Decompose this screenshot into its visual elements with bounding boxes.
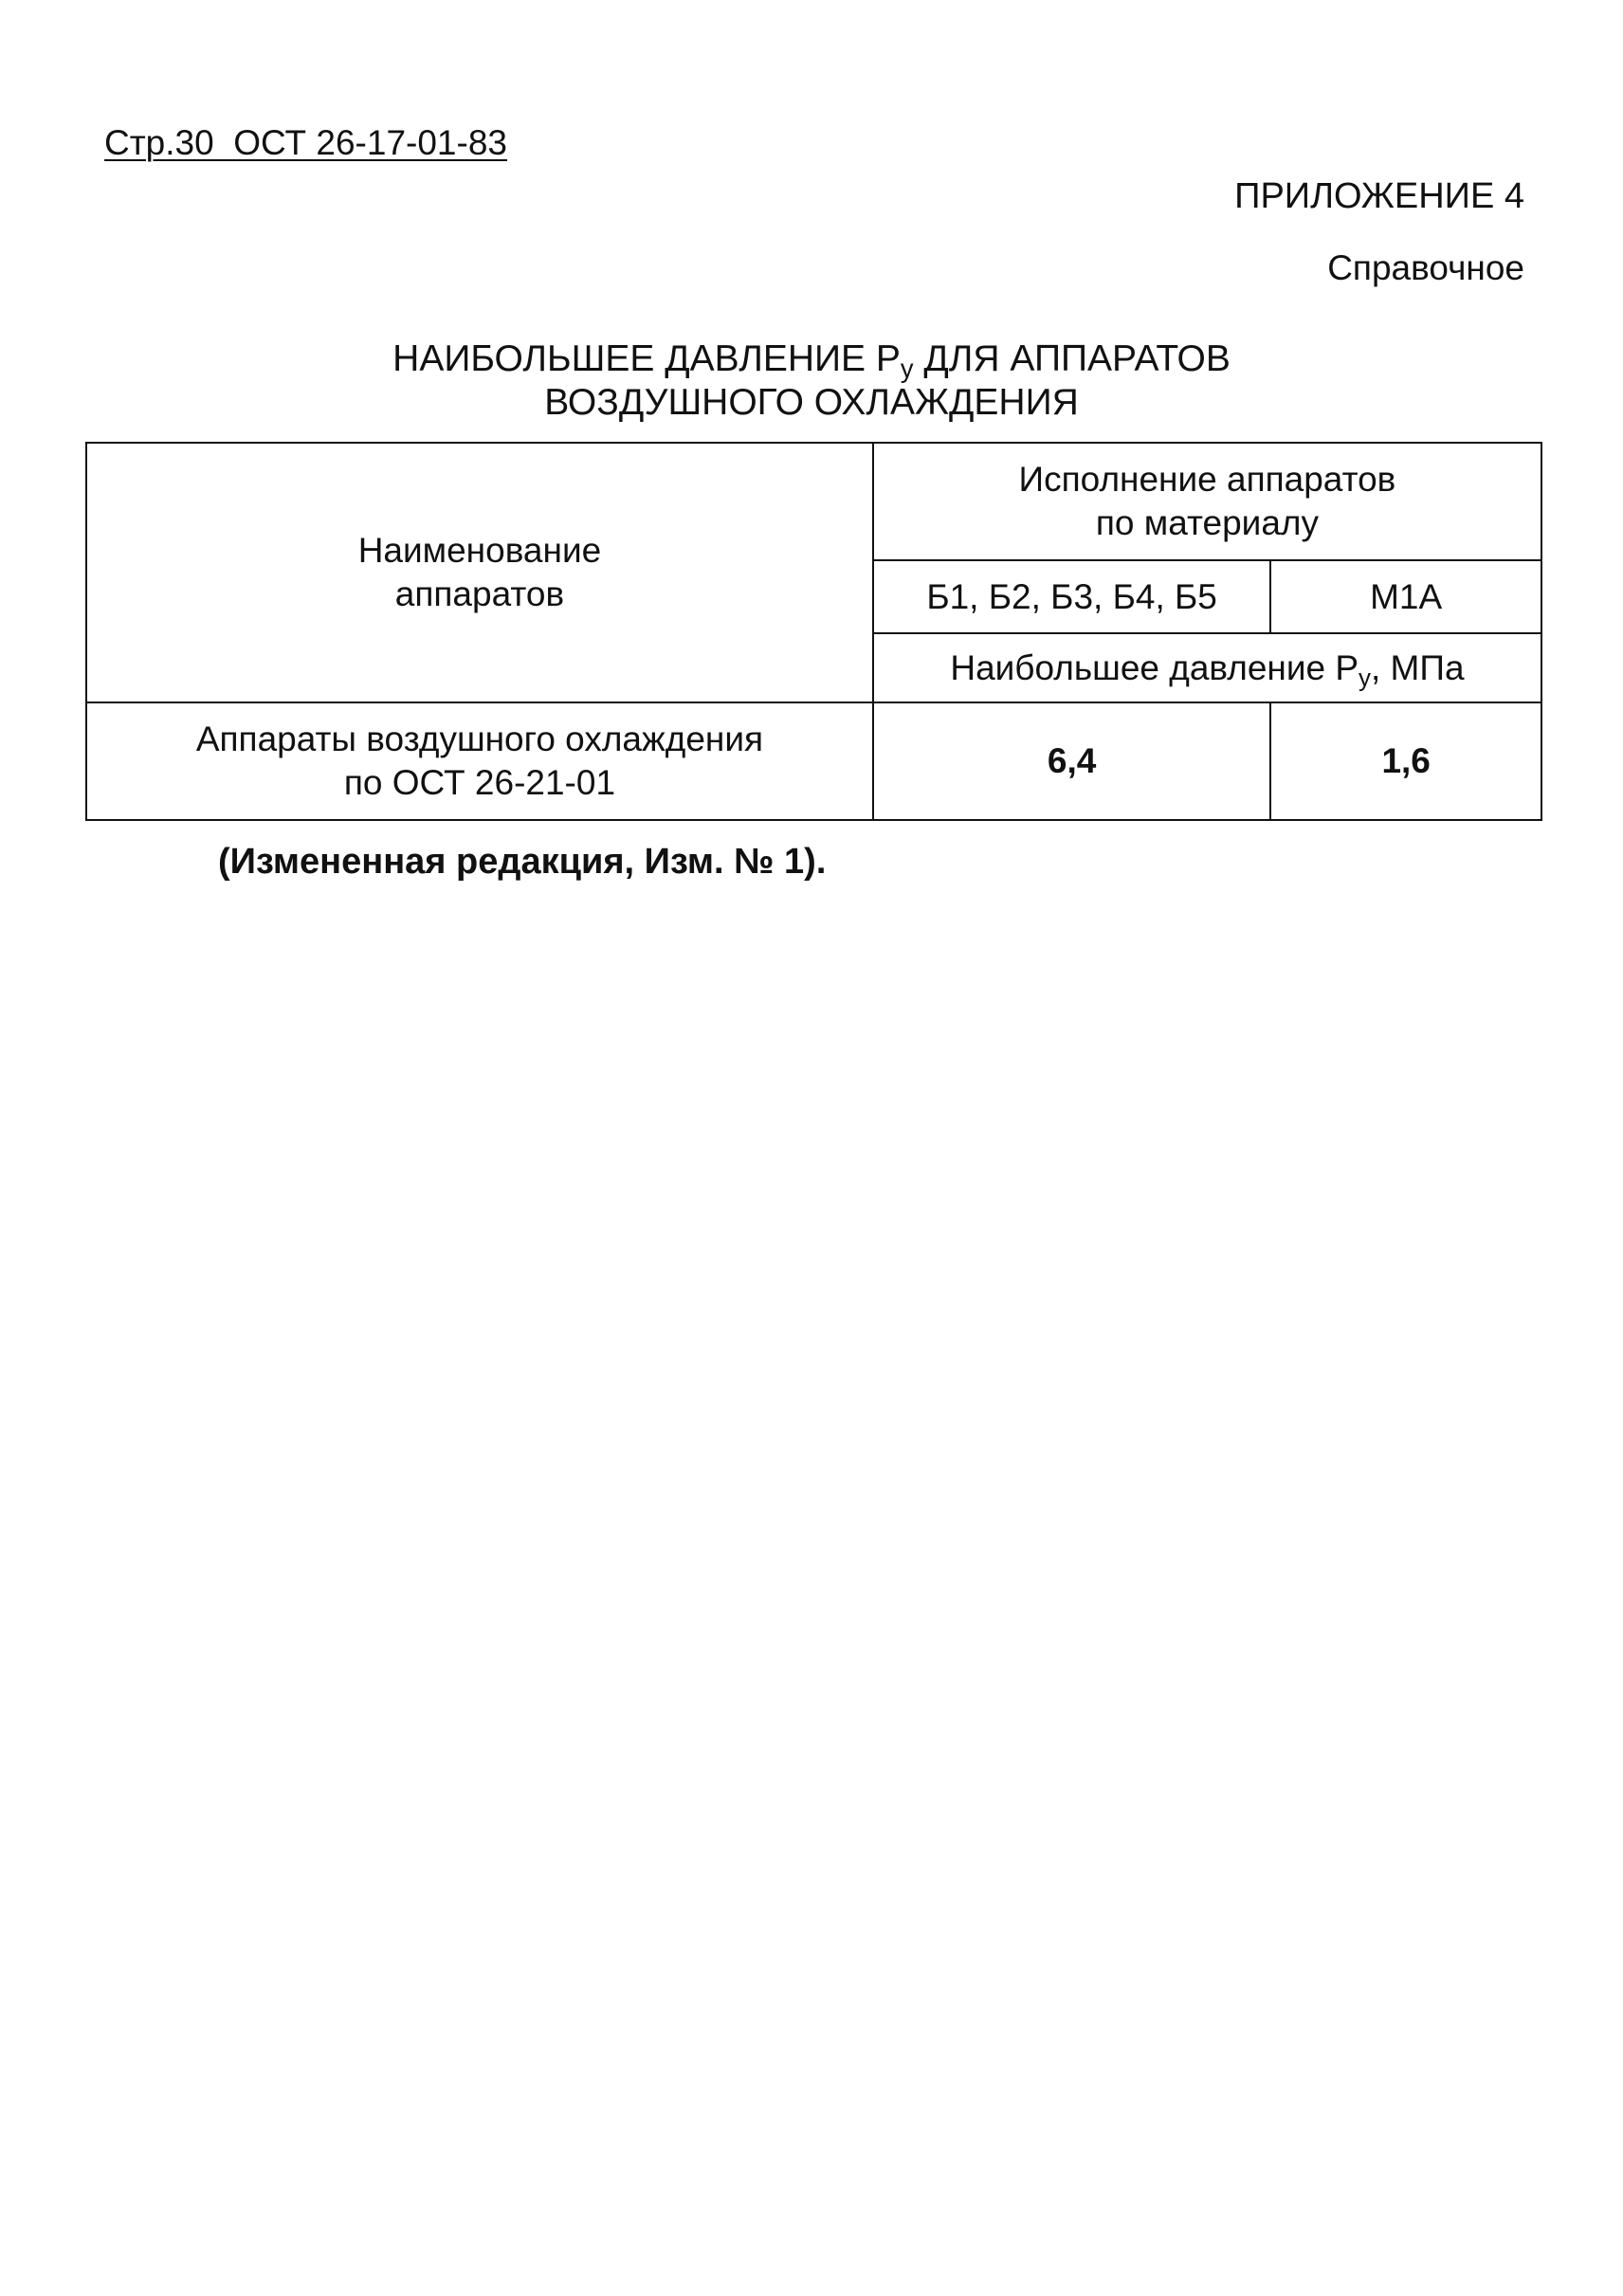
header-group-line-2: по материалу bbox=[1095, 503, 1320, 542]
header-col-m: М1А bbox=[1270, 560, 1541, 633]
header-name-line-2: аппаратов bbox=[394, 574, 565, 613]
row-name-cell bbox=[86, 702, 873, 820]
header-group-cell bbox=[873, 443, 1541, 560]
row-name-line-2: по ОСТ 26-21-01 bbox=[343, 763, 616, 802]
row-name-line-1: Аппараты воздушного охлаждения bbox=[195, 720, 764, 758]
header-name-cell bbox=[86, 443, 873, 702]
header-col-b: Б1, Б2, Б3, Б4, Б5 bbox=[873, 560, 1270, 633]
table-header-row bbox=[86, 443, 1541, 560]
document-title bbox=[0, 337, 1623, 425]
header-group-line-1: Исполнение аппаратов bbox=[1018, 460, 1396, 499]
header-name-line-1: Наименование bbox=[357, 531, 602, 570]
appendix-type: Справочное bbox=[1327, 248, 1524, 287]
table-row bbox=[86, 702, 1541, 820]
header-pressure-start: Наибольшее давление Р bbox=[950, 647, 1359, 687]
header-pressure-subscript: у bbox=[1359, 664, 1371, 691]
title-line-1-end: ДЛЯ АППАРАТОВ bbox=[913, 338, 1231, 379]
page-header: Стр.30 ОСТ 26-17-01-83 bbox=[104, 123, 507, 162]
appendix-label: ПРИЛОЖЕНИЕ 4 bbox=[1234, 176, 1524, 216]
header-pressure-end: , МПа bbox=[1370, 647, 1465, 687]
revision-note: (Измененная редакция, Изм. № 1). bbox=[218, 842, 827, 882]
title-line-2: ВОЗДУШНОГО ОХЛАЖДЕНИЯ bbox=[544, 382, 1079, 423]
title-line-1-start: НАИБОЛЬШЕЕ ДАВЛЕНИЕ Р bbox=[392, 338, 901, 379]
row-value-b: 6,4 bbox=[873, 702, 1270, 820]
title-subscript: у bbox=[900, 353, 914, 383]
row-value-m: 1,6 bbox=[1270, 702, 1541, 820]
header-pressure-cell bbox=[873, 633, 1541, 702]
title-line-1 bbox=[0, 337, 1623, 381]
pressure-table bbox=[85, 442, 1542, 821]
